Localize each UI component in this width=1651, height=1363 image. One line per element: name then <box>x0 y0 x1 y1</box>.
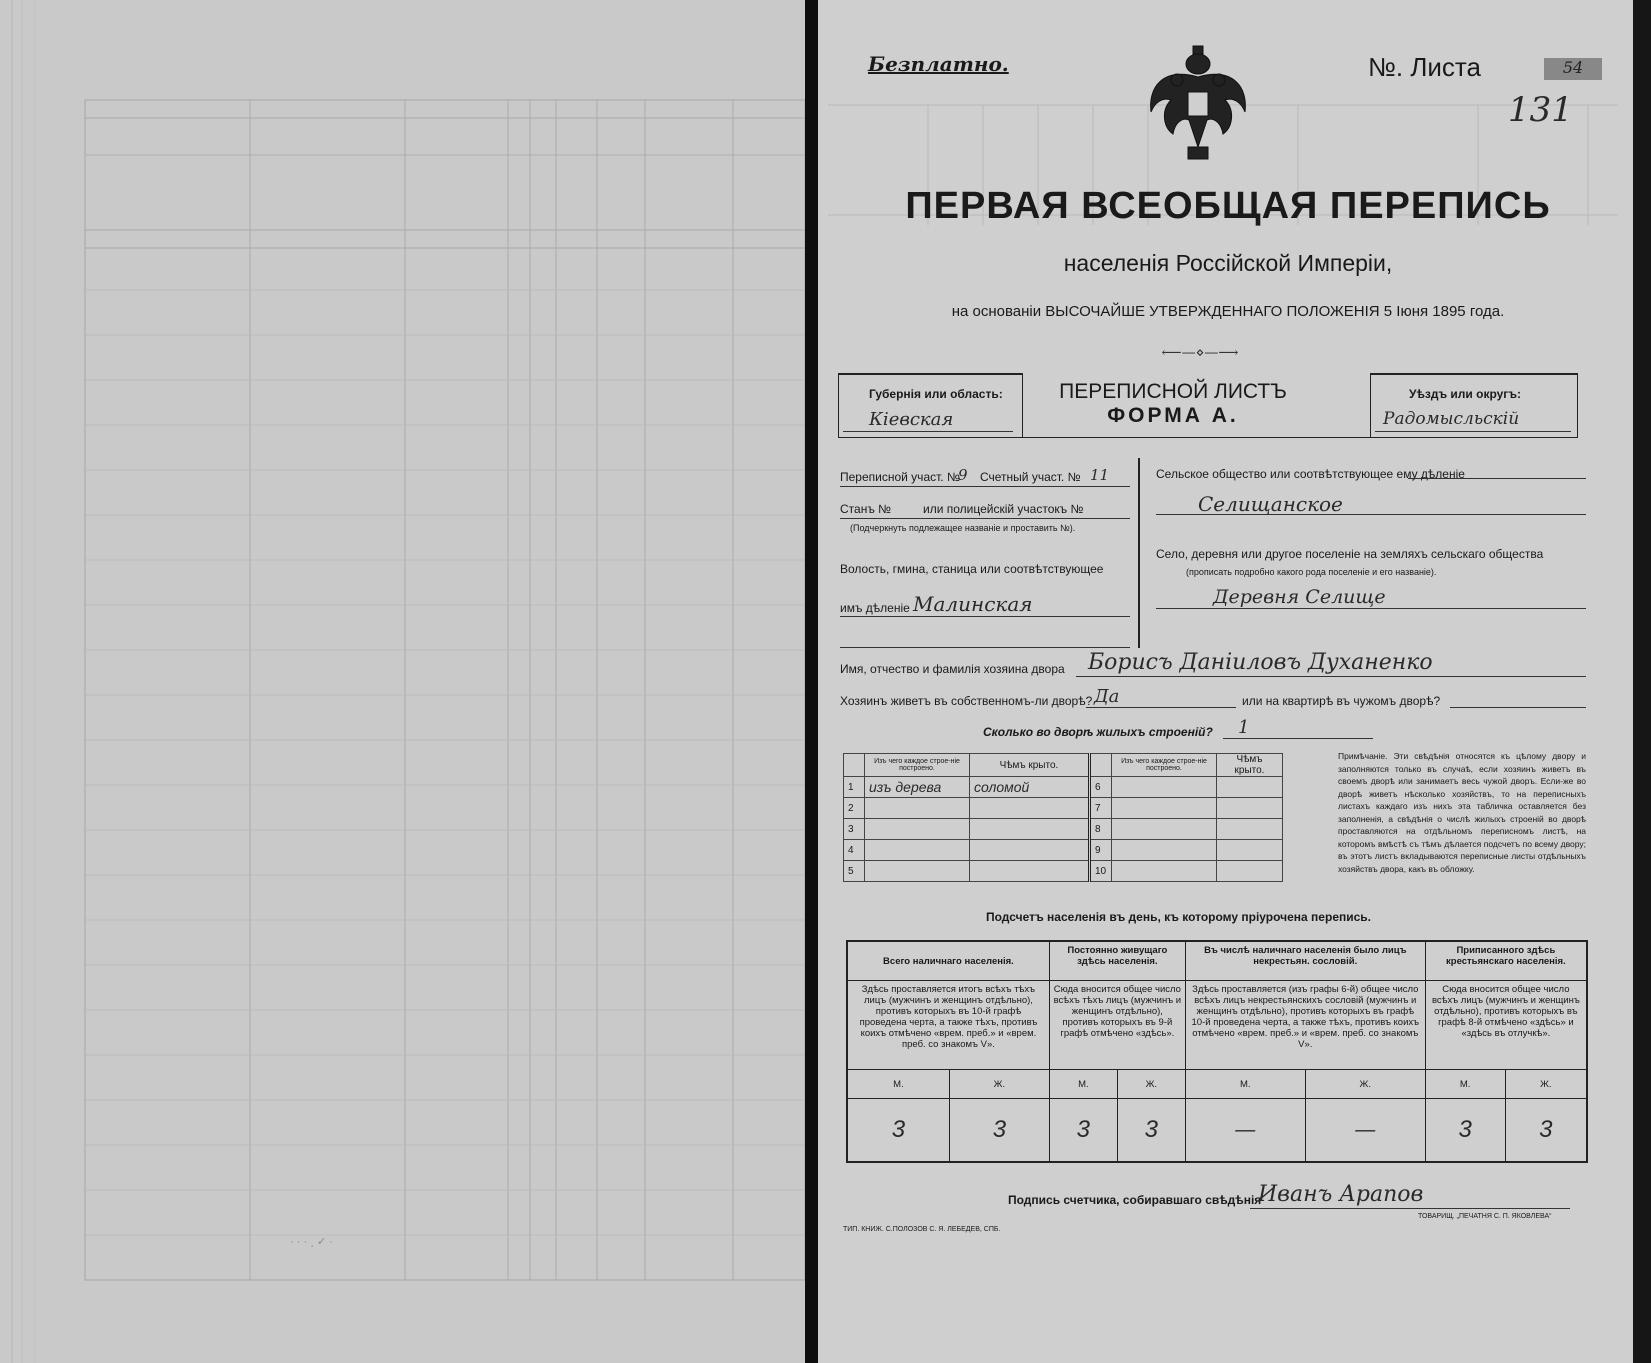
district-label: Уѣздъ или округъ: <box>1409 387 1522 401</box>
buildings-note: Примѣчаніе. Эти свѣдѣнія относятся къ цѣлому двору и заполняются только въ случаѣ, если хозяинъ живетъ въ своемъ дворѣ или занимаетъ весь чужой дворъ. Если-же во дворѣ живетъ нѣсколько хозяйствъ, то на переписныхъ листахъ каждаго изъ нихъ эта табличка оставляется без заполненія, а свѣдѣнія о числѣ жилыхъ строеній во дворѣ проставляются на отдѣльномъ переписномъ листѣ, на которомъ вмѣстѣ съ тѣмъ дѣлается подсчетъ по всему двору; въ этотъ листъ вкладываются переписные листы отдѣльныхъ хозяйствъ двора, какъ въ обложку. <box>1338 751 1586 874</box>
count-desc-total: Здѣсь проставляется итогъ всѣхъ тѣхъ лицъ (мужчинъ и женщинъ отдѣльно), противъ которыхъ въ 10-й графѣ проведена черта, а также тѣхъ, противъ коихъ отмѣчено «врем. преб.» и «врем. преб. со знакомъ V». <box>847 981 1049 1070</box>
count-values-row: 3 3 3 3 — — 3 3 <box>847 1099 1587 1163</box>
form-title: ПЕРЕПИСНОЙ ЛИСТЪ <box>1059 380 1287 403</box>
count-header-permanent: Постоянно живущаго здѣсь населенія. <box>1049 941 1185 981</box>
census-title: ПЕРВАЯ ВСЕОБЩАЯ ПЕРЕПИСЬ <box>905 185 1551 227</box>
own-yard-label: Хозяинъ живетъ въ собственномъ-ли дворѣ? <box>840 694 1093 708</box>
stan-label-2: или полицейскій участокъ № <box>923 502 1084 516</box>
stan-label: Станъ № <box>840 502 892 516</box>
buildings-table <box>843 753 1283 882</box>
owner-label: Имя, отчество и фамилія хозяина двора <box>840 662 1065 676</box>
archive-number: 131 <box>1508 90 1573 130</box>
own-yard-value: Да <box>1094 686 1120 707</box>
rented-label: или на квартирѣ въ чужомъ дворѣ? <box>1242 694 1441 708</box>
stan-note: (Подчеркнуть подлежащее названіе и проставить №). <box>850 523 1076 533</box>
gutter <box>805 0 818 1363</box>
imperial-eagle-icon <box>1143 42 1253 167</box>
table-row: 2 7 <box>844 798 1283 819</box>
free-label: Безплатно. <box>868 52 1009 76</box>
province-value: Кіевская <box>869 409 954 430</box>
province-label: Губернія или область: <box>869 387 1003 401</box>
table-row: 5 10 <box>844 861 1283 882</box>
count-desc-permanent: Сюда вносится общее число всѣхъ тѣхъ лицъ (мужчинъ и женщинъ отдѣльно), противъ которыхъ въ 9-й графѣ отмѣчено «здѣсь». <box>1049 981 1185 1070</box>
buildings-col-roof: Чѣмъ крыто. <box>970 754 1090 777</box>
district-value: Радомысльскій <box>1383 409 1520 429</box>
count-plot-value: 11 <box>1090 466 1110 484</box>
district-box <box>1370 373 1578 438</box>
buildings-value: 1 <box>1238 717 1250 738</box>
count-header-peasant: Приписанного здѣсь крестьянскаго населенія. <box>1425 941 1587 981</box>
village-note: (прописать подробно какого рода поселеніе и его названіе). <box>1186 567 1437 577</box>
count-title: Подсчетъ населенія въ день, къ которому пріурочена перепись. <box>986 910 1371 924</box>
count-header-non-peasant: Въ числѣ наличнаго населенія было лицъ некрестьян. сословій. <box>1185 941 1425 981</box>
census-subtitle: населенія Россійской Имперіи, <box>1063 250 1393 276</box>
left-footer-marks: · · · ˏ ✓ · <box>290 1236 333 1248</box>
population-table: Всего наличнаго населенія. Постоянно живущаго здѣсь населенія. Въ числѣ наличнаго населенія было лицъ некрестьян. сословій. Приписанного здѣсь крестьянскаго населенія. Здѣсь проставляется итогъ всѣхъ тѣхъ лицъ (мужчинъ и женщинъ отдѣльно), противъ которыхъ въ 10-й графѣ проведена черта, а также тѣхъ, противъ коихъ отмѣчено «врем. преб.» и «врем. преб. со знакомъ V». Сюда вносится общее число всѣхъ тѣхъ лицъ (мужчинъ и женщинъ отдѣльно), противъ которыхъ въ 9-й графѣ отмѣчено «здѣсь». Здѣсь проставляется (изъ графы 6-й) общее число всѣхъ лицъ некрестьянскихъ сословій (мужчинъ и женщинъ отдѣльно), противъ которыхъ въ графѣ 10-й проведена черта, а также тѣхъ, противъ коихъ отмѣчено «врем. преб.» и «врем. преб. со знакомъ V». Сюда вносится общее число всѣхъ лицъ (мужчинъ и женщинъ отдѣльно), противъ которыхъ въ графѣ 8-й отмѣчено «здѣсь» и «здѣсь въ отлучкѣ». М. Ж. М. Ж. М. Ж. М. Ж. 3 3 3 3 — — 3 3 <box>846 940 1588 1163</box>
owner-value: Борисъ Даніиловъ Духаненко <box>1088 650 1433 675</box>
table-row: 1 изъ дерева соломой 6 <box>844 777 1283 798</box>
village-value: Деревня Селище <box>1213 586 1386 608</box>
table-row: 4 9 <box>844 840 1283 861</box>
form-title-block <box>1023 380 1323 428</box>
count-desc-peasant: Сюда вносится общее число всѣхъ лицъ (мужчинъ и женщинъ отдѣльно), противъ которыхъ въ графѣ 8-й отмѣчено «здѣсь» и «здѣсь въ отлучкѣ». <box>1425 981 1587 1070</box>
signature-value: Иванъ Арапов <box>1258 1182 1424 1207</box>
buildings-col-roof-2: Чѣмъ крыто. <box>1217 754 1283 777</box>
form-subtitle: ФОРМА А. <box>1107 404 1239 427</box>
volost-label-2: имъ дѣленіе <box>840 601 910 615</box>
census-plot-label: Переписной участ. № <box>840 470 960 484</box>
village-label: Село, деревня или другое поселеніе на земляхъ сельскаго общества <box>1156 547 1544 561</box>
left-page <box>0 0 805 1363</box>
count-desc-non-peasant: Здѣсь проставляется (изъ графы 6-й) общее число всѣхъ лицъ некрестьянскихъ сословій (мужчинъ и женщинъ отдѣльно), противъ которыхъ въ графѣ 10-й проведена черта, а также тѣхъ, противъ коихъ отмѣчено «врем. преб.» и «врем. преб. со знакомъ V». <box>1185 981 1425 1070</box>
section-divider <box>1138 458 1140 648</box>
printer-right: ТОВАРИЩ. „ПЕЧАТНЯ С. П. ЯКОВЛЕВА“ <box>1418 1213 1552 1220</box>
buildings-col-material: Изъ чего каждое строе-ніе построено. <box>865 754 970 777</box>
sheet-number-label: №. Листа <box>1368 52 1482 82</box>
rural-society-value: Селищанское <box>1198 492 1343 516</box>
buildings-col-material-2: Изъ чего каждое строе-ніе построено. <box>1112 754 1217 777</box>
census-basis: на основаніи ВЫСОЧАЙШЕ УТВЕРЖДЕННАГО ПОЛОЖЕНІЯ 5 Іюня 1895 года. <box>951 303 1505 320</box>
table-row: 3 8 <box>844 819 1283 840</box>
signature-label: Подпись счетчика, собиравшаго свѣдѣнія <box>1008 1193 1262 1207</box>
count-plot-label: Счетный участ. № <box>980 470 1081 484</box>
count-header-total: Всего наличнаго населенія. <box>847 941 1049 981</box>
sheet-number-value: 54 <box>1544 58 1602 80</box>
volost-value: Малинская <box>913 592 1033 616</box>
faint-grid <box>0 0 805 1363</box>
rural-society-label: Сельское общество или соотвѣтствующее ему дѣленіе <box>1156 467 1465 481</box>
buildings-label: Сколько во дворѣ жилыхъ строеній? <box>983 725 1213 739</box>
province-box <box>838 373 1023 438</box>
volost-label: Волость, гмина, станица или соотвѣтствующее <box>840 562 1104 576</box>
census-plot-value: 9 <box>958 466 968 484</box>
right-page <box>818 0 1633 1363</box>
ornament-divider: ⟵—⋄—⟶ <box>1161 345 1239 361</box>
printer-left: ТИП. КНИЖ. С.ПОЛОЗОВ С. Я. ЛЕБЕДЕВ, СПБ. <box>843 1226 1001 1233</box>
